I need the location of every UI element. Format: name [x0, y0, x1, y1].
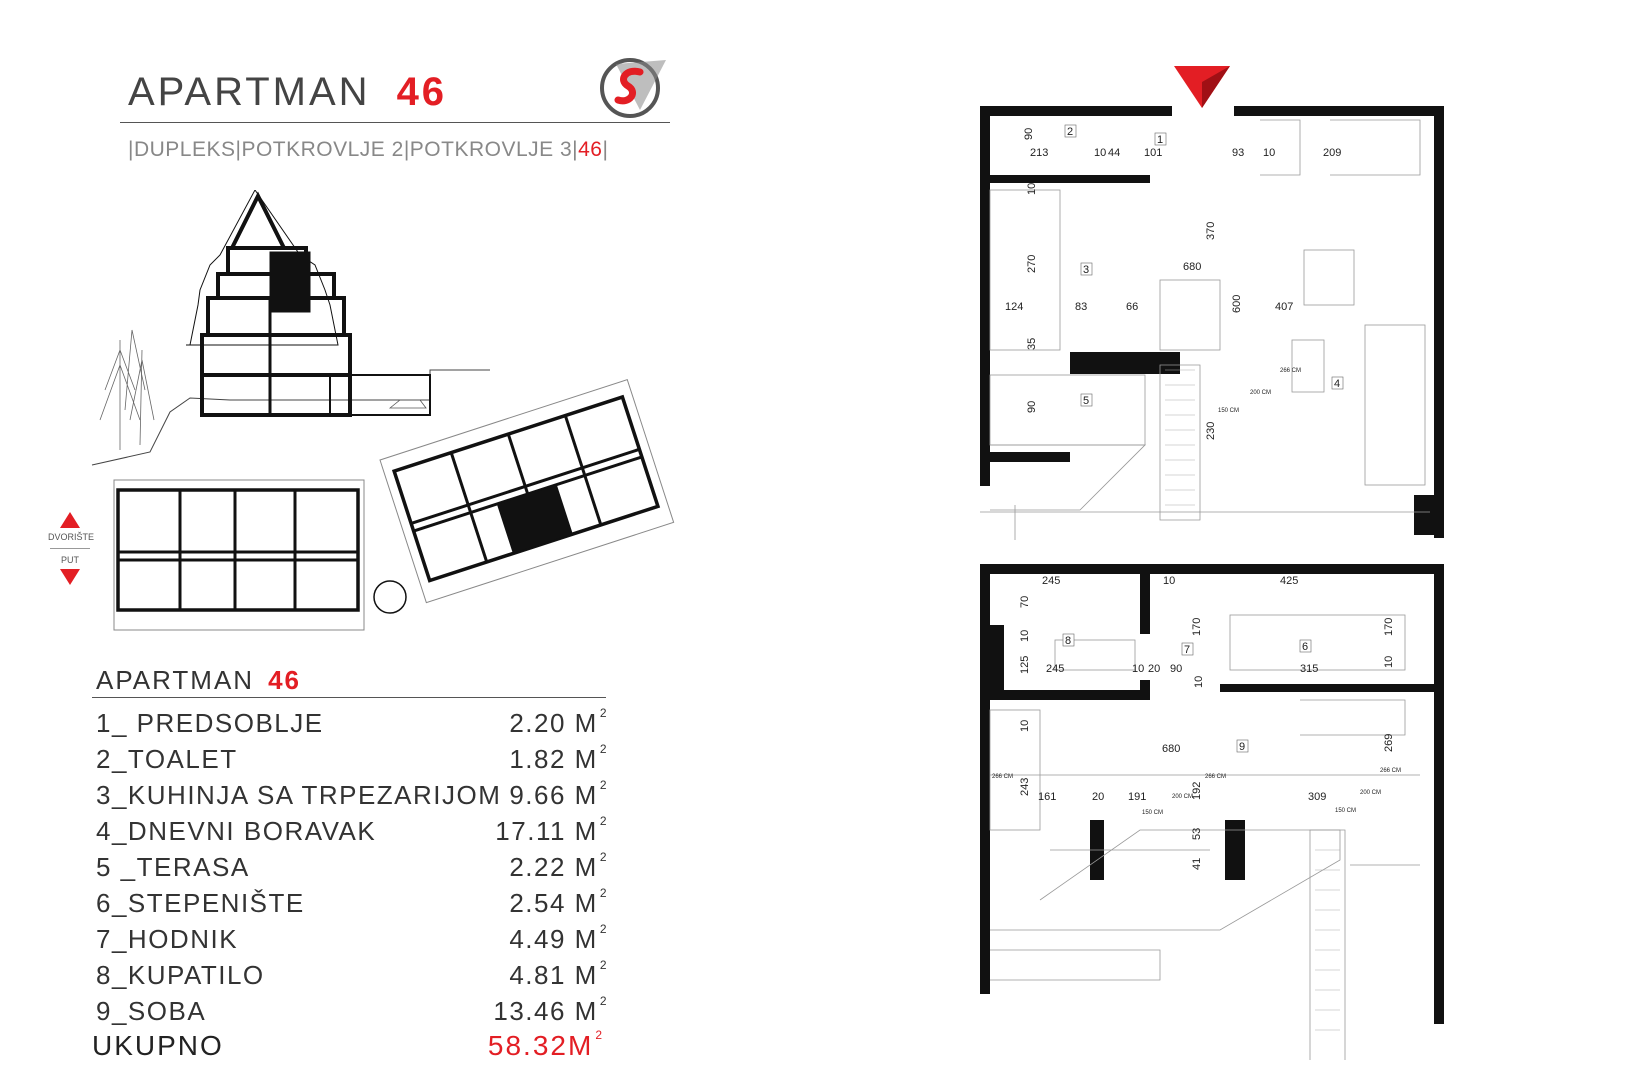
room-number: 5 [1083, 395, 1090, 407]
dim-label: 10 [1019, 629, 1031, 642]
dim-label: 35 [1026, 337, 1038, 350]
dim-label: 200 CM [1360, 790, 1382, 796]
room-name: 3_KUHINJA SA TRPEZARIJOM [96, 780, 502, 810]
room-name: 6_STEPENIŠTE [96, 888, 305, 918]
building-section-and-site-plan [90, 190, 690, 650]
room-area: 1.82 M $^2$ [509, 742, 608, 774]
dim-label: 680 [1183, 261, 1202, 273]
dim-label: 266 CM [992, 774, 1014, 780]
subtitle-end: | [602, 138, 609, 161]
dim-label: 10 [1094, 147, 1107, 159]
room-area: 13.46 M $^2$ [493, 994, 608, 1026]
dim-label: 170 [1191, 617, 1203, 636]
dim-label: 150 CM [1335, 808, 1357, 814]
dim-label: 243 [1019, 777, 1031, 796]
room-name: 4_DNEVNI BORAVAK [96, 816, 377, 846]
dim-label: 125 [1019, 655, 1031, 674]
site-plan [114, 380, 674, 630]
room-number: 4 [1334, 378, 1341, 390]
dim-label: 20 [1092, 791, 1105, 803]
total-row [92, 1030, 604, 1064]
title-number: 46 [396, 70, 448, 114]
dim-label: 309 [1308, 791, 1327, 803]
room-row [96, 744, 608, 778]
room-name: 9_SOBA [96, 996, 207, 1026]
room-area: 17.11 M $^2$ [495, 814, 608, 846]
dim-label: 161 [1038, 791, 1057, 803]
dim-label: 200 CM [1250, 390, 1272, 396]
floor-plan-lower [980, 560, 1450, 1060]
dim-label: 70 [1019, 595, 1031, 608]
room-area: 4.81 M $^2$ [509, 958, 608, 990]
orientation-indicator [48, 510, 95, 620]
dim-label: 10 [1163, 575, 1176, 587]
total-label: UKUPNO [92, 1030, 224, 1061]
orientation-top-label: DVORIŠTE [48, 532, 95, 542]
total-area: 58.32M $^2$ [487, 1028, 604, 1061]
room-number: 7 [1184, 644, 1191, 656]
room-row [96, 780, 608, 814]
arrow-down-icon [48, 565, 92, 587]
dim-label: 124 [1005, 301, 1024, 313]
dim-label: 10 [1132, 663, 1145, 675]
dim-label: 66 [1126, 301, 1139, 313]
room-row [96, 852, 608, 886]
dim-label: 20 [1148, 663, 1161, 675]
dim-label: 209 [1323, 147, 1342, 159]
room-number: 6 [1302, 641, 1309, 653]
dim-label: 101 [1144, 147, 1163, 159]
dim-label: 44 [1108, 147, 1121, 159]
room-row [96, 996, 608, 1030]
dim-label: 200 CM [1172, 794, 1194, 800]
apartment-title [128, 70, 447, 115]
dim-label: 680 [1162, 743, 1181, 755]
dim-label: 150 CM [1142, 810, 1164, 816]
car-icon [390, 400, 426, 408]
dim-label: 269 [1383, 733, 1395, 752]
dim-label: 10 [1383, 655, 1395, 668]
dim-label: 10 [1193, 675, 1205, 688]
dim-label: 213 [1030, 147, 1049, 159]
room-number: 2 [1067, 126, 1074, 138]
dim-label: 53 [1191, 827, 1203, 840]
title-divider [120, 122, 670, 123]
dim-label: 83 [1075, 301, 1088, 313]
room-row [96, 816, 608, 850]
dim-label: 150 CM [1218, 408, 1240, 414]
room-area: 2.22 M $^2$ [509, 850, 608, 882]
dim-label: 600 [1231, 294, 1243, 313]
room-name: 8_KUPATILO [96, 960, 265, 990]
room-name: 2_TOALET [96, 744, 238, 774]
room-area: 2.54 M $^2$ [509, 886, 608, 918]
apartment-subtitle [128, 138, 608, 162]
dim-label: 266 CM [1205, 774, 1227, 780]
dim-label: 270 [1026, 254, 1038, 273]
room-number: 8 [1065, 635, 1072, 647]
room-name: 5 _TERASA [96, 852, 250, 882]
building-section [186, 190, 430, 415]
dim-label: 315 [1300, 663, 1319, 675]
dim-label: 192 [1191, 781, 1203, 800]
room-number: 1 [1157, 134, 1164, 146]
room-number: 9 [1239, 741, 1246, 753]
dim-label: 230 [1205, 421, 1217, 440]
dim-label: 41 [1191, 857, 1203, 870]
dim-label: 10 [1019, 719, 1031, 732]
dim-label: 425 [1280, 575, 1299, 587]
room-row [96, 888, 608, 922]
dim-label: 407 [1275, 301, 1294, 313]
dim-label: 266 CM [1280, 368, 1302, 374]
dim-label: 170 [1383, 617, 1395, 636]
orientation-divider [50, 548, 90, 549]
room-table-label: APARTMAN [96, 665, 255, 695]
room-row [96, 708, 608, 742]
dim-label: 90 [1170, 663, 1183, 675]
dim-label: 93 [1232, 147, 1245, 159]
room-area: 4.49 M $^2$ [509, 922, 608, 954]
dim-label: 245 [1042, 575, 1061, 587]
room-number: 3 [1083, 264, 1090, 276]
subtitle-type: |DUPLEKS|POTKROVLJE 2|POTKROVLJE 3| [128, 138, 579, 161]
dim-label: 245 [1046, 663, 1065, 675]
room-name: 1_ PREDSOBLJE [96, 708, 324, 738]
dim-label: 90 [1026, 400, 1038, 413]
room-area: 2.20 M $^2$ [509, 706, 608, 738]
dim-label: 10 [1263, 147, 1276, 159]
dim-label: 90 [1023, 127, 1035, 140]
room-table-divider [92, 697, 606, 698]
dim-label: 266 CM [1380, 768, 1402, 774]
dim-label: 10 [1026, 182, 1038, 195]
tree-icon [100, 330, 154, 450]
room-table-number: 46 [268, 665, 301, 695]
title-label: APARTMAN [128, 70, 371, 114]
dim-label: 191 [1128, 791, 1147, 803]
orientation-bottom-label: PUT [61, 555, 79, 565]
subtitle-number: 46 [578, 138, 603, 161]
company-logo-icon [596, 50, 668, 122]
room-area: 9.66 M $^2$ [509, 778, 608, 810]
room-row [96, 960, 608, 994]
dim-label: 370 [1205, 221, 1217, 240]
room-row [96, 924, 608, 958]
room-table-title [96, 665, 301, 696]
floor-plan-upper [980, 100, 1450, 545]
arrow-up-icon [48, 510, 92, 530]
room-name: 7_HODNIK [96, 924, 239, 954]
